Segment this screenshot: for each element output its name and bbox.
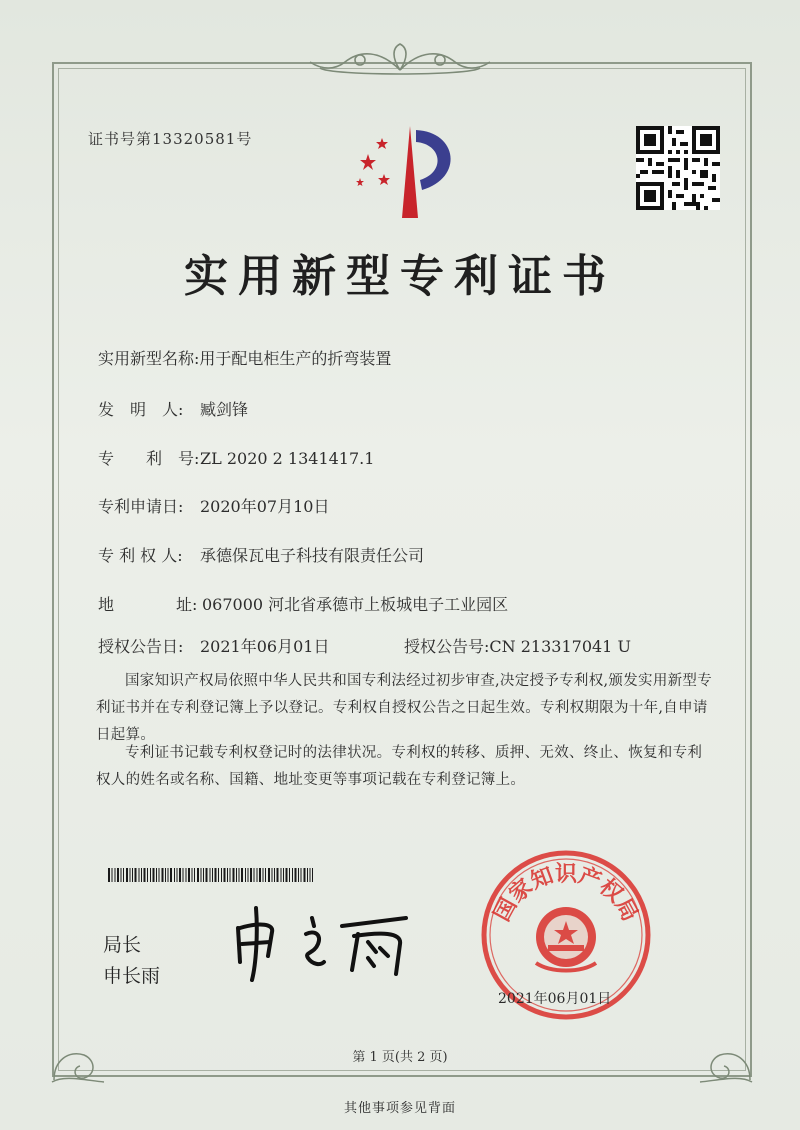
grant-date-label: 授权公告日:	[98, 637, 184, 656]
cnipa-emblem-icon	[338, 118, 466, 228]
grant-number-value: CN 213317041 U	[489, 637, 631, 656]
filing-date-value: 2020年07月10日	[200, 497, 330, 516]
inventor-label: 发 明 人:	[98, 400, 184, 419]
address-label-part1: 地	[98, 595, 115, 614]
certificate-title: 实用新型专利证书	[184, 251, 616, 302]
footer-note: 其他事项参见背面	[343, 1101, 456, 1116]
grant-number-label: 授权公告号:	[404, 637, 490, 656]
patent-number-label: 专 利 号:	[98, 449, 200, 468]
patentee-label: 专 利 权 人:	[98, 546, 183, 565]
director-signature	[230, 904, 420, 984]
seal-text: 国家知识产权局	[489, 862, 643, 926]
barcode-icon	[108, 868, 313, 882]
grant-date-row	[98, 634, 329, 657]
grant-statement-paragraph: 国家知识产权局依照中华人民共和国专利法经过初步审查,决定授予专利权,颁发实用新型专利证书并在专利登记簿上予以登记。专利权自授权公告之日起生效。专利权期限为十年,自申请日起算。	[96, 673, 713, 743]
filing-date-label: 专利申请日:	[98, 497, 184, 516]
filing-date-row	[98, 494, 329, 517]
top-ornament	[300, 40, 500, 80]
address-value: 067000 河北省承德市上板城电子工业园区	[202, 595, 509, 614]
grant-date-value: 2021年06月01日	[200, 637, 330, 656]
utility-model-name-label: 实用新型名称:	[98, 349, 200, 368]
patent-number-row	[98, 446, 374, 469]
utility-model-name-row	[98, 346, 391, 369]
qr-code-icon	[636, 126, 720, 210]
address-label-part2: 址:	[176, 595, 198, 614]
inventor-row	[98, 397, 248, 420]
page-indicator: 第 1 页(共 2 页)	[352, 1050, 448, 1065]
director-title: 局长	[103, 934, 142, 956]
address-row	[98, 592, 508, 615]
grant-number-row	[404, 634, 631, 657]
certificate-number: 证书号第13320581号	[88, 130, 253, 148]
utility-model-name-value: 用于配电柜生产的折弯装置	[199, 349, 392, 368]
patent-number-value: ZL 2020 2 1341417.1	[200, 449, 375, 468]
legal-status-paragraph: 专利证书记载专利权登记时的法律状况。专利权的转移、质押、无效、终止、恢复和专利权人的姓名或名称、国籍、地址变更等事项记载在专利登记簿上。	[96, 745, 703, 788]
patentee-row	[98, 543, 424, 566]
director-name: 申长雨	[103, 965, 161, 987]
patentee-value: 承德保瓦电子科技有限责任公司	[200, 546, 425, 565]
seal-date: 2021年06月01日	[498, 991, 612, 1007]
inventor-value: 臧剑锋	[200, 400, 249, 419]
